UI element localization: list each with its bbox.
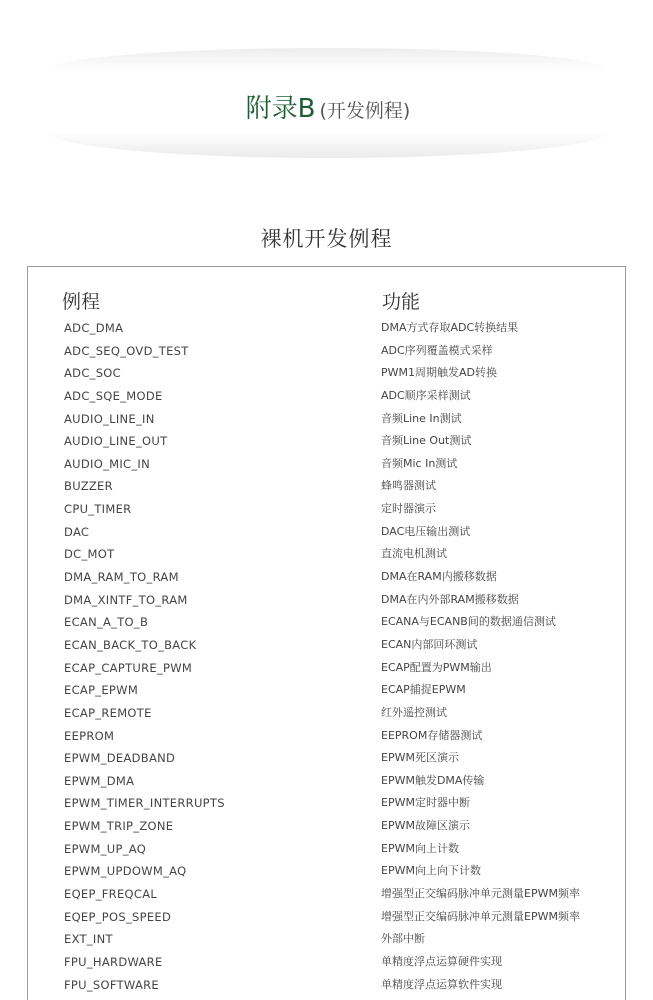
example-name: BUZZER xyxy=(64,479,113,494)
column-header-example: 例程 xyxy=(62,291,101,313)
example-function: 蜂鸣器测试 xyxy=(381,479,436,493)
table-row xyxy=(28,317,625,340)
example-function: EPWM触发DMA传输 xyxy=(381,773,485,787)
example-name: ADC_SEQ_OVD_TEST xyxy=(64,343,189,358)
table-row xyxy=(28,770,625,793)
example-function: 直流电机测试 xyxy=(381,547,447,561)
table-row xyxy=(28,951,625,974)
table-row xyxy=(28,838,625,861)
example-function: DMA方式存取ADC转换结果 xyxy=(381,321,519,334)
example-name: ECAN_A_TO_B xyxy=(64,615,149,630)
table-row xyxy=(28,747,625,770)
example-name: AUDIO_LINE_IN xyxy=(64,411,155,426)
example-function: 音频Line In测试 xyxy=(381,411,462,425)
table-row xyxy=(28,792,625,815)
example-function: ADC顺序采样测试 xyxy=(381,388,471,402)
example-name: AUDIO_LINE_OUT xyxy=(64,434,168,449)
example-name: ECAP_EPWM xyxy=(64,683,139,698)
table-row xyxy=(28,883,625,906)
banner-title-main: 附录B xyxy=(245,94,316,124)
example-name: EPWM_TRIP_ZONE xyxy=(64,819,174,834)
table-row xyxy=(28,928,625,951)
example-function: EEPROM存储器测试 xyxy=(381,728,483,742)
section-title: 裸机开发例程 xyxy=(260,227,393,251)
examples-table xyxy=(27,266,626,1000)
banner-shadow-top xyxy=(48,48,608,70)
table-row xyxy=(28,657,625,680)
table-row xyxy=(28,815,625,838)
example-function: 音频Line Out测试 xyxy=(381,434,472,448)
table-row xyxy=(28,408,625,431)
example-function: EPWM故障区演示 xyxy=(381,819,470,833)
example-name: ADC_SOC xyxy=(64,366,121,381)
example-name: EQEP_POS_SPEED xyxy=(64,909,172,924)
table-row xyxy=(28,725,625,748)
table-row xyxy=(28,430,625,453)
example-function: EPWM死区演示 xyxy=(381,751,459,765)
example-function: 音频Mic In测试 xyxy=(381,456,458,470)
example-function: ADC序列覆盖模式采样 xyxy=(381,343,493,357)
example-function: DMA在内外部RAM搬移数据 xyxy=(381,592,519,606)
example-name: EXT_INT xyxy=(64,932,113,947)
example-name: ECAN_BACK_TO_BACK xyxy=(64,637,197,652)
example-name: DC_MOT xyxy=(64,547,115,562)
example-name: EPWM_DMA xyxy=(64,773,135,788)
example-function: PWM1周期触发AD转换 xyxy=(381,366,497,380)
example-function: ECANA与ECANB间的数据通信测试 xyxy=(381,615,556,629)
example-function: 定时器演示 xyxy=(381,502,436,516)
table-row xyxy=(28,362,625,385)
example-name: ADC_SQE_MODE xyxy=(64,388,163,403)
appendix-banner xyxy=(48,48,608,158)
table-row xyxy=(28,589,625,612)
example-name: EPWM_DEADBAND xyxy=(64,751,176,766)
example-name: EPWM_UPDOWM_AQ xyxy=(64,864,187,879)
example-name: EPWM_TIMER_INTERRUPTS xyxy=(64,796,225,811)
example-name: DAC xyxy=(64,524,90,539)
example-name: ECAP_REMOTE xyxy=(64,705,152,720)
banner-title xyxy=(48,88,608,125)
example-name: FPU_HARDWARE xyxy=(64,954,163,969)
example-name: AUDIO_MIC_IN xyxy=(64,456,151,471)
example-function: 增强型正交编码脉冲单元测量EPWM频率 xyxy=(381,887,580,901)
example-function: DAC电压输出测试 xyxy=(381,524,471,538)
banner-shadow-bottom xyxy=(48,132,608,158)
table-row xyxy=(28,860,625,883)
example-function: DMA在RAM内搬移数据 xyxy=(381,570,497,584)
banner-title-sub: (开发例程) xyxy=(319,100,411,122)
example-name: ADC_DMA xyxy=(64,321,124,335)
column-header-function: 功能 xyxy=(382,291,421,313)
table-row xyxy=(28,498,625,521)
table-row xyxy=(28,974,625,997)
example-function: ECAN内部回环测试 xyxy=(381,637,478,651)
table-row xyxy=(28,340,625,363)
table-row xyxy=(28,906,625,929)
example-name: FPU_SOFTWARE xyxy=(64,977,159,992)
example-function: EPWM定时器中断 xyxy=(381,796,470,810)
example-function: EPWM向上向下计数 xyxy=(381,864,481,878)
example-function: 单精度浮点运算软件实现 xyxy=(381,977,502,991)
example-function: 增强型正交编码脉冲单元测量EPWM频率 xyxy=(381,909,580,923)
example-name: EEPROM xyxy=(64,728,115,743)
example-function: EPWM向上计数 xyxy=(381,841,459,855)
example-name: EPWM_UP_AQ xyxy=(64,841,147,856)
table-row xyxy=(28,521,625,544)
table-row xyxy=(28,679,625,702)
example-name: CPU_TIMER xyxy=(64,502,132,517)
example-function: 外部中断 xyxy=(381,932,425,946)
example-function: 红外遥控测试 xyxy=(381,705,447,719)
example-name: DMA_XINTF_TO_RAM xyxy=(64,592,188,607)
table-row xyxy=(28,566,625,589)
example-function: ECAP配置为PWM输出 xyxy=(381,660,492,674)
example-name: EQEP_FREQCAL xyxy=(64,887,158,902)
table-row xyxy=(28,611,625,634)
table-row xyxy=(28,475,625,498)
table-rows xyxy=(28,317,625,996)
table-row xyxy=(28,385,625,408)
table-row xyxy=(28,543,625,566)
table-row xyxy=(28,702,625,725)
example-name: ECAP_CAPTURE_PWM xyxy=(64,660,193,675)
example-name: DMA_RAM_TO_RAM xyxy=(64,570,179,585)
example-function: 单精度浮点运算硬件实现 xyxy=(381,954,502,968)
table-row xyxy=(28,453,625,476)
example-function: ECAP捕捉EPWM xyxy=(381,683,466,697)
table-row xyxy=(28,634,625,657)
